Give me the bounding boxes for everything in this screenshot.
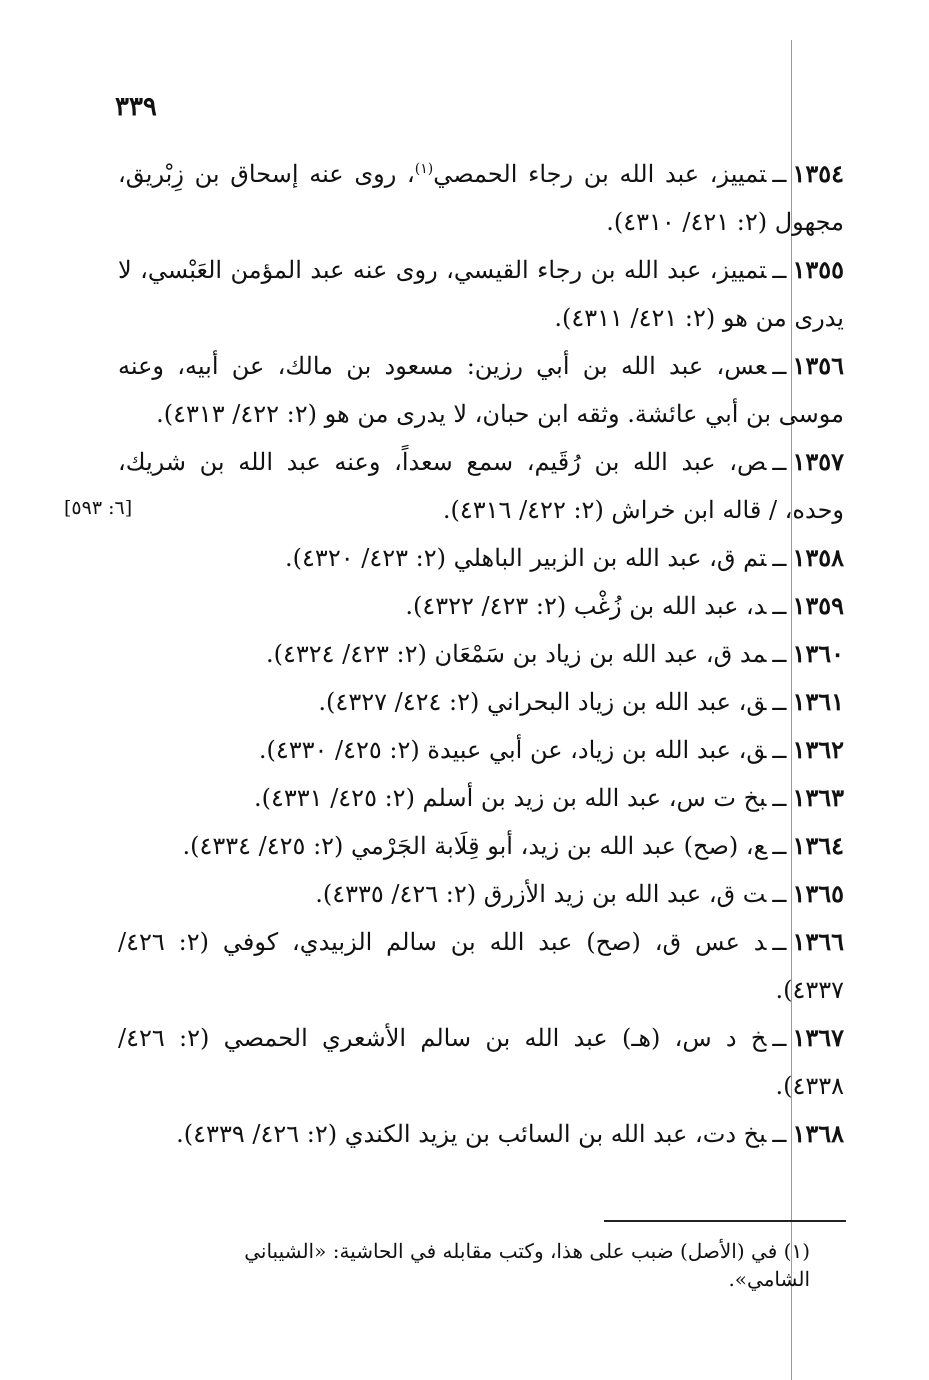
entry-text: خ د س، (هـ) عبد الله بن سالم الأشعري الحمصي (٢: ٤٢٦/ ٤٣٣٨). — [118, 1024, 844, 1100]
entry-1355: ١٣٥٥ــتمييز، عبد الله بن رجاء القيسي، روى عنه عبد المؤمن العَبْسي، لا يدرى من هو (٢: ٤٢١/ ٤٣١١). — [118, 255, 844, 332]
entry-text: ت ق، عبد الله بن زيد الأزرق (٢: ٤٢٦/ ٤٣٣٥). — [315, 880, 767, 908]
entry-text: ق، عبد الله بن زياد البحراني (٢: ٤٢٤/ ٤٣٢٧). — [318, 688, 767, 716]
entries-list — [118, 150, 844, 1158]
entry-1363: ١٣٦٣ــبخ ت س، عبد الله بن زيد بن أسلم (٢: ٤٢٥/ ٤٣٣١). — [254, 783, 844, 812]
entry-number: ١٣٥٩ — [792, 591, 844, 620]
footnote-divider — [604, 1220, 846, 1222]
entry-text: تمييز، عبد الله بن رجاء القيسي، روى عنه عبد المؤمن العَبْسي، لا يدرى من هو (٢: ٤٢١/ ٤٣١١). — [118, 256, 844, 332]
footnote — [160, 1237, 810, 1293]
footnote-mark: (١) — [783, 1239, 810, 1263]
entry-number: ١٣٥٥ — [792, 255, 844, 284]
entry-text: ق، عبد الله بن زياد، عن أبي عبيدة (٢: ٤٢٥/ ٤٣٣٠). — [258, 736, 767, 764]
entry-1360: ١٣٦٠ــمد ق، عبد الله بن زياد بن سَمْعَان (٢: ٤٢٣/ ٤٣٢٤). — [265, 639, 844, 668]
entry-number: ١٣٦٧ — [792, 1023, 844, 1052]
entry-number: ١٣٦٤ — [792, 831, 844, 860]
entry-number: ١٣٦٨ — [792, 1119, 844, 1148]
entry-text: بخ ت س، عبد الله بن زيد بن أسلم (٢: ٤٢٥/ ٤٣٣١). — [254, 784, 767, 812]
entry-number: ١٣٥٨ — [792, 543, 844, 572]
entry-number: ١٣٦٦ — [792, 927, 844, 956]
entry-1367: ١٣٦٧ــخ د س، (هـ) عبد الله بن سالم الأشعري الحمصي (٢: ٤٢٦/ ٤٣٣٨). — [118, 1023, 844, 1100]
entry-text: مد ق، عبد الله بن زياد بن سَمْعَان (٢: ٤٢٣/ ٤٣٢٤). — [265, 640, 767, 668]
footnote-text: في (الأصل) ضبب على هذا، وكتب مقابله في الحاشية: «الشيباني الشامي». — [244, 1239, 810, 1291]
entry-number: ١٣٦٣ — [792, 783, 844, 812]
entry-number: ١٣٥٤ — [792, 159, 845, 188]
entry-text-rest: ، روى عنه إسحاق بن زِبْريق، مجهول (٢: ٤٢١/ ٤٣١٠). — [118, 160, 844, 236]
entry-number: ١٣٦١ — [792, 687, 844, 716]
entry-text: د عس ق، (صح) عبد الله بن سالم الزبيدي، كوفي (٢: ٤٢٦/ ٤٣٣٧). — [118, 928, 844, 1004]
entry-1361: ١٣٦١ــق، عبد الله بن زياد البحراني (٢: ٤٢٤/ ٤٣٢٧). — [318, 687, 844, 716]
entry-1354: ١٣٥٤ــتمييز، عبد الله بن رجاء الحمصي$^{(١)}$، روى عنه إسحاق بن زِبْريق، مجهول (٢: ٤٢١/ ٤٣١٠). — [118, 159, 845, 236]
entry-1364: ١٣٦٤ــع، (صح) عبد الله بن زيد، أبو قِلَابة الجَرْمي (٢: ٤٢٥/ ٤٣٣٤). — [182, 831, 844, 860]
entry-1368: ١٣٦٨ــبخ دت، عبد الله بن السائب بن يزيد الكندي (٢: ٤٢٦/ ٤٣٣٩). — [176, 1119, 844, 1148]
entry-text: عس، عبد الله بن أبي رزين: مسعود بن مالك، عن أبيه، وعنه موسى بن أبي عائشة. وثقه ابن حبان، لا يدرى من هو (٢: ٤٢٢/ ٤٣١٣). — [118, 352, 844, 428]
entry-1356: ١٣٥٦ــعس، عبد الله بن أبي رزين: مسعود بن مالك، عن أبيه، وعنه موسى بن أبي عائشة. وثقه ابن حبان، لا يدرى من هو (٢: ٤٢٢/ ٤٣١٣). — [118, 351, 845, 428]
entry-text: بخ دت، عبد الله بن السائب بن يزيد الكندي (٢: ٤٢٦/ ٤٣٣٩). — [176, 1120, 767, 1148]
entry-text: د، عبد الله بن زُغْب (٢: ٤٢٣/ ٤٣٢٢). — [405, 592, 767, 620]
entry-number: ١٣٥٧ — [792, 447, 844, 476]
entry-text: ص، عبد الله بن رُقَيم، سمع سعداً، وعنه عبد الله بن شريك، وحده، / قاله ابن خراش (٢: ٤٢٢/ ٤٣١٦). — [118, 448, 844, 524]
entry-1365: ١٣٦٥ــت ق، عبد الله بن زيد الأزرق (٢: ٤٢٦/ ٤٣٣٥). — [315, 879, 844, 908]
entry-1366: ١٣٦٦ــد عس ق، (صح) عبد الله بن سالم الزبيدي، كوفي (٢: ٤٢٦/ ٤٣٣٧). — [118, 927, 844, 1004]
entry-number: ١٣٦٢ — [792, 735, 844, 764]
footnote-mark: (١) — [414, 161, 434, 177]
entry-1359: ١٣٥٩ــد، عبد الله بن زُغْب (٢: ٤٢٣/ ٤٣٢٢). — [405, 591, 844, 620]
entry-text: تم ق، عبد الله بن الزبير الباهلي (٢: ٤٢٣/ ٤٣٢٠). — [285, 544, 767, 572]
entry-number: ١٣٥٦ — [792, 351, 845, 380]
entry-1362: ١٣٦٢ــق، عبد الله بن زياد، عن أبي عبيدة (٢: ٤٢٥/ ٤٣٣٠). — [258, 735, 844, 764]
entry-number: ١٣٦٥ — [792, 879, 844, 908]
entry-number: ١٣٦٠ — [792, 639, 844, 668]
entry-text: تمييز، عبد الله بن رجاء الحمصي — [433, 160, 767, 188]
entry-text: ع، (صح) عبد الله بن زيد، أبو قِلَابة الجَرْمي (٢: ٤٢٥/ ٤٣٣٤). — [182, 832, 767, 860]
entry-1358: ١٣٥٨ــتم ق، عبد الله بن الزبير الباهلي (٢: ٤٢٣/ ٤٣٢٠). — [285, 543, 844, 572]
margin-reference: [٦: ٥٩٣] — [64, 497, 133, 519]
page-number: ٣٣٩ — [115, 92, 157, 122]
entry-1357: ١٣٥٧ــص، عبد الله بن رُقَيم، سمع سعداً، وعنه عبد الله بن شريك، وحده، / قاله ابن خراش (٢: ٤٢٢/ ٤٣١٦). — [118, 447, 844, 524]
